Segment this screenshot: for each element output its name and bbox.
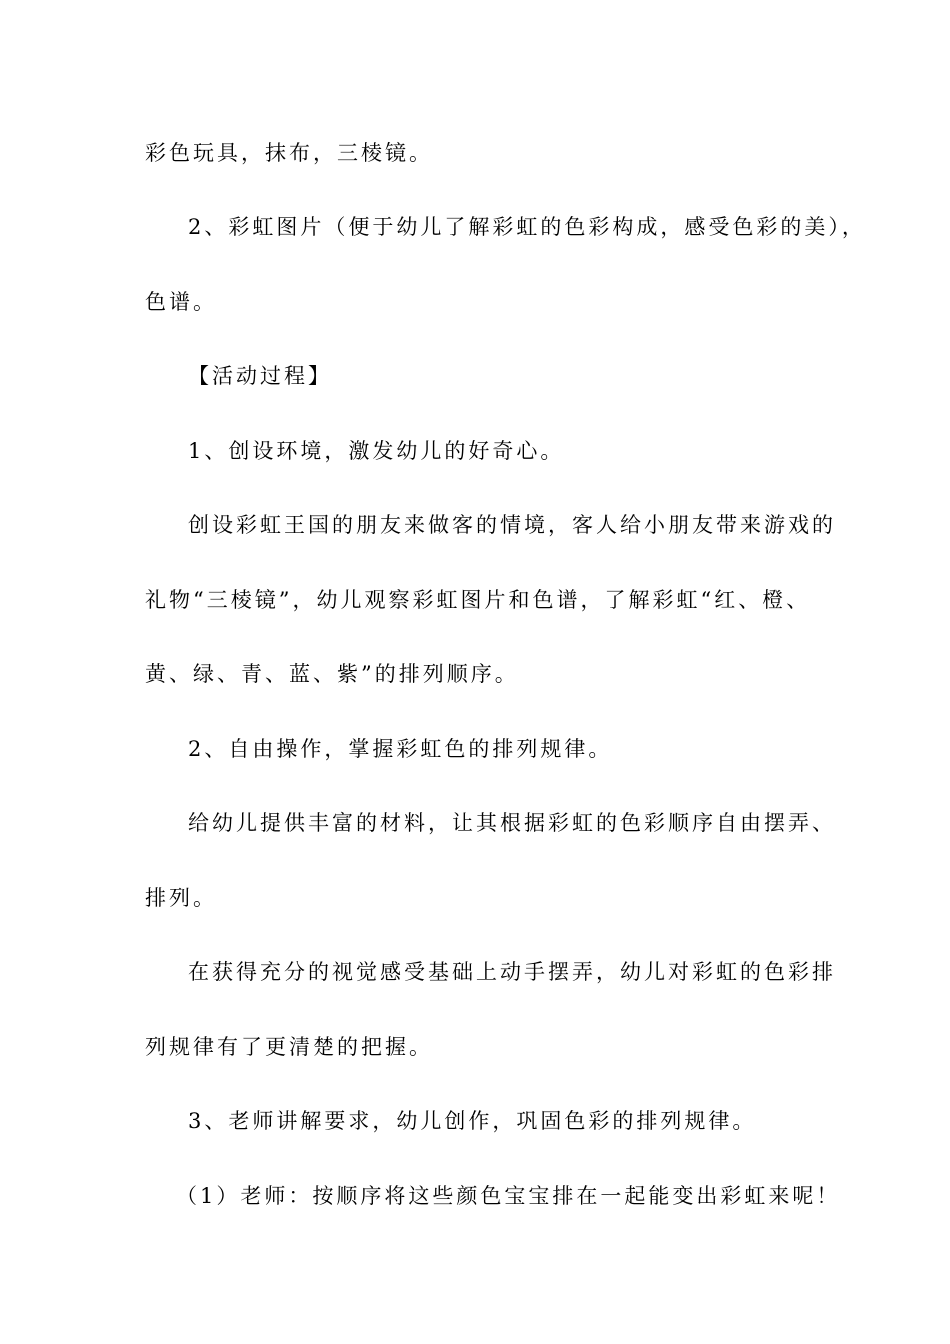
text-line: 2、自由操作，掌握彩虹色的排列规律。: [188, 737, 613, 761]
text-line: 2、彩虹图片（便于幼儿了解彩虹的色彩构成，感受色彩的美），: [188, 215, 866, 239]
text-line: 排列。: [145, 886, 217, 910]
text-line: 在获得充分的视觉感受基础上动手摆弄，幼儿对彩虹的色彩排: [188, 960, 836, 984]
text-line: 色谱。: [145, 290, 217, 314]
text-line: 礼物“三棱镜”，幼儿观察彩虹图片和色谱，了解彩虹“红、橙、: [145, 588, 811, 612]
text-line: 创设彩虹王国的朋友来做客的情境，客人给小朋友带来游戏的: [188, 513, 836, 537]
text-line: 列规律有了更清楚的把握。: [145, 1035, 433, 1059]
text-line: 给幼儿提供丰富的材料，让其根据彩虹的色彩顺序自由摆弄、: [188, 811, 836, 835]
text-line: 黄、绿、青、蓝、紫”的排列顺序。: [145, 662, 519, 686]
section-heading: 【活动过程】: [188, 364, 332, 388]
text-line: 1、创设环境，激发幼儿的好奇心。: [188, 439, 565, 463]
text-line: 彩色玩具，抹布，三棱镜。: [145, 141, 433, 165]
text-line: 3、老师讲解要求，幼儿创作，巩固色彩的排列规律。: [188, 1109, 757, 1133]
text-line: （1）老师：按顺序将这些颜色宝宝排在一起能变出彩虹来呢！: [176, 1184, 841, 1208]
